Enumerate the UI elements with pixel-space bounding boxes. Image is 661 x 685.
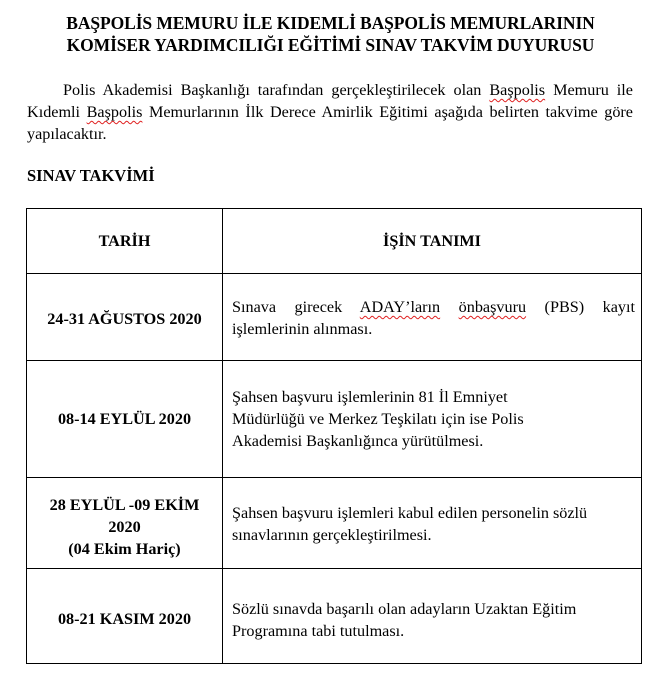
spellcheck-word: Başpolis — [489, 81, 546, 99]
description-cell — [223, 361, 642, 478]
intro-paragraph — [27, 79, 633, 145]
spellcheck-word: ADAY’ların — [359, 298, 441, 316]
intro-text-2: Memuru ile Kıdemli — [27, 81, 633, 121]
table-row — [27, 569, 642, 664]
schedule-table — [26, 208, 642, 664]
description-cell — [223, 569, 642, 664]
intro-text-1: Polis Akademisi Başkanlığı tarafından gerçekleştirilecek olan — [63, 81, 490, 99]
desc-line: Akademisi Başkanlığınca yürütülmesi. — [232, 432, 484, 450]
date-cell — [27, 361, 223, 478]
date-line: 08-21 KASIM 2020 — [57, 610, 192, 628]
date-cell — [27, 274, 223, 361]
document-title — [0, 12, 661, 56]
date-line: (04 Ekim Hariç) — [68, 540, 181, 558]
desc-text: (PBS) kayıt işlemlerinin alınması. — [232, 298, 636, 338]
date-line: 24-31 AĞUSTOS 2020 — [47, 310, 202, 328]
date-line: 08-14 EYLÜL 2020 — [57, 410, 192, 428]
title-line-1: BAŞPOLİS MEMURU İLE KIDEMLİ BAŞPOLİS MEMURLARININ — [66, 13, 595, 33]
date-cell — [27, 569, 223, 664]
date-cell — [27, 478, 223, 569]
description-cell — [223, 274, 642, 361]
date-line: 2020 — [108, 518, 141, 536]
table-row — [27, 478, 642, 569]
spellcheck-word: önbaşvuru — [458, 298, 527, 316]
desc-line: Programına tabi tutulması. — [232, 622, 405, 640]
description-cell — [223, 478, 642, 569]
header-description: İŞİN TANIMI — [223, 209, 642, 274]
intro-text-3: Memurlarının İlk Derece Amirlik Eğitimi aşağıda belirten takvime göre yapılacaktır. — [27, 103, 633, 143]
table-header-row — [27, 209, 642, 274]
desc-line: Sözlü sınavda başarılı olan adayların Uzaktan Eğitim — [232, 600, 577, 618]
desc-line: sınavlarının gerçekleştirilmesi. — [232, 526, 432, 544]
desc-text — [440, 298, 459, 316]
desc-text: Sınava girecek — [232, 298, 360, 316]
section-heading: SINAV TAKVİMİ — [27, 166, 155, 185]
spellcheck-word: Başpolis — [86, 103, 143, 121]
title-line-2: KOMİSER YARDIMCILIĞI EĞİTİMİ SINAV TAKVİM DUYURUSU — [66, 35, 595, 55]
table-row — [27, 274, 642, 361]
desc-line: Müdürlüğü ve Merkez Teşkilatı için ise Polis — [232, 410, 524, 428]
desc-line: Şahsen başvuru işlemleri kabul edilen personelin sözlü — [232, 504, 588, 522]
table-row — [27, 361, 642, 478]
desc-line: Şahsen başvuru işlemlerinin 81 İl Emniyet — [232, 388, 508, 406]
date-line: 28 EYLÜL -09 EKİM — [49, 496, 200, 514]
header-date: TARİH — [27, 209, 223, 274]
